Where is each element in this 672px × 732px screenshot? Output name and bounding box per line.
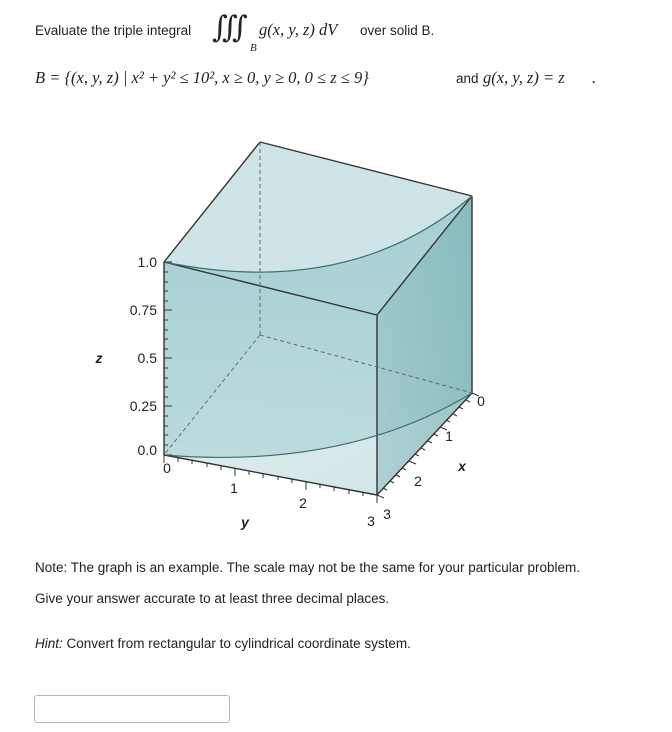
x-tick-2: 1: [445, 428, 453, 444]
hint-label: Hint:: [35, 636, 63, 651]
triple-integral-symbol: ∭: [212, 10, 241, 45]
accuracy-text: Give your answer accurate to at least three decimal places.: [35, 591, 390, 606]
y-tick-4: 3: [367, 513, 375, 529]
function-definition: g(x, y, z) = z: [483, 68, 565, 87]
integrand: g(x, y, z) dV: [259, 20, 338, 39]
intro-suffix: over solid B.: [360, 23, 435, 38]
z-axis-label: z: [95, 350, 103, 366]
y-tick-1: 0: [163, 460, 171, 476]
z-tick-3: 0.5: [137, 350, 157, 366]
note-text: Note: The graph is an example. The scale may not be the same for your particular problem.: [35, 560, 581, 575]
answer-input[interactable]: [34, 695, 230, 723]
hint-text: Convert from rectangular to cylindrical coordinate system.: [66, 636, 411, 651]
x-tick-1: 0: [477, 393, 485, 409]
x-tick-4: 3: [383, 506, 391, 522]
z-tick-2: 0.75: [129, 302, 157, 318]
y-tick-3: 2: [299, 495, 307, 511]
x-axis-label: x: [458, 458, 466, 474]
period: .: [592, 68, 597, 87]
and-text: and: [456, 71, 479, 86]
z-tick-1: 1.0: [137, 254, 157, 270]
z-tick-4: 0.25: [129, 398, 157, 414]
y-axis-label: y: [241, 514, 249, 530]
z-tick-5: 0.0: [137, 442, 157, 458]
y-tick-2: 1: [230, 480, 238, 496]
region-definition: B = {(x, y, z) | x² + y² ≤ 10², x ≥ 0, y ≥ 0, 0 ≤ z ≤ 9}: [35, 68, 369, 87]
x-tick-3: 2: [414, 473, 422, 489]
intro-text: Evaluate the triple integral: [35, 23, 192, 38]
hint: [35, 636, 411, 651]
integral-region: B: [250, 42, 257, 54]
